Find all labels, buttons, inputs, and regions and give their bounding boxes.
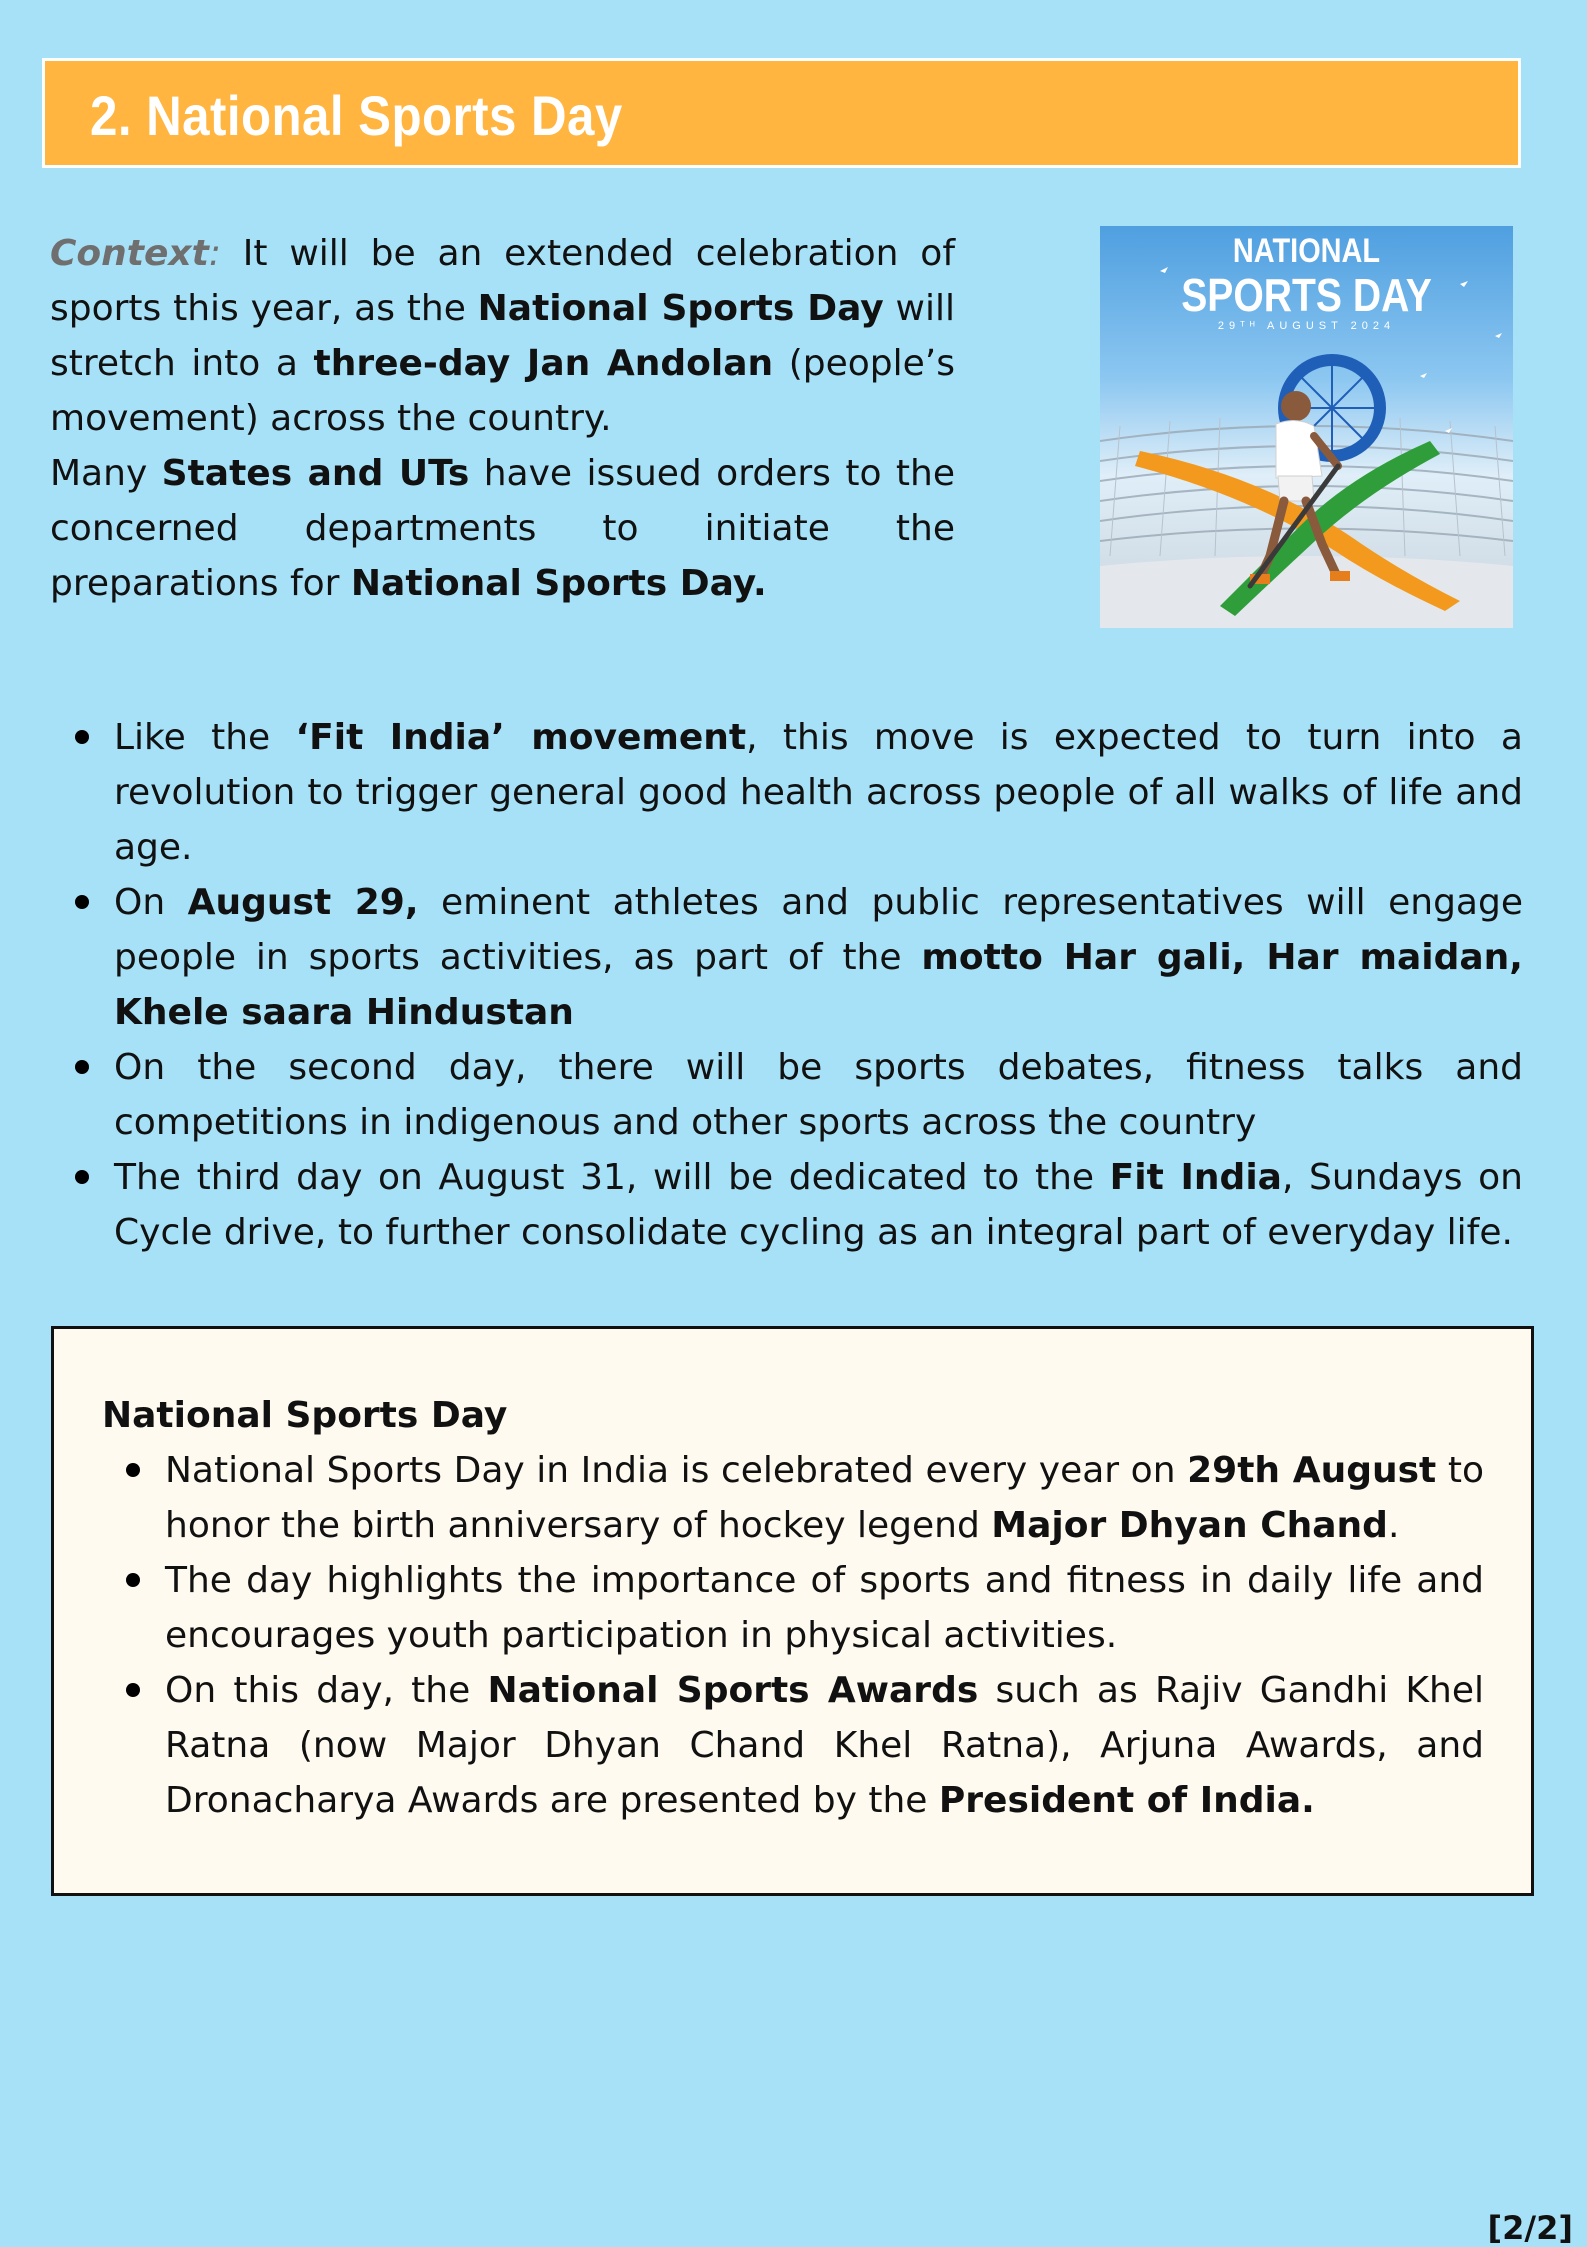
context-colon: : [208, 233, 221, 274]
item-bold: Major Dhyan Chand [991, 1505, 1388, 1546]
item-text: , Sundays on Cycle drive, to further consolidate cycling as an integral part of everyday life. [114, 1157, 1523, 1253]
item-text: On this day, the [165, 1670, 488, 1711]
item-text: On the second day, there will be sports debates, fitness talks and competitions in indigenous and other sports across the country [114, 1047, 1523, 1143]
poster-date: 29ᵀᴴ AUGUST 2024 [1217, 320, 1396, 332]
context-text: It will be an extended celebration of sports this year, as the [50, 233, 955, 329]
context-bold: States and UTs [161, 453, 470, 494]
poster-title-line1: NATIONAL [1232, 232, 1381, 270]
item-bold: President of India. [938, 1780, 1315, 1821]
section-title-bar [42, 58, 1521, 168]
poster-title-line2: SPORTS DAY [1181, 269, 1432, 321]
context-text: have issued orders to the concerned departments to initiate the preparations for [50, 453, 955, 604]
item-bold: National Sports Awards [487, 1670, 979, 1711]
list-item [70, 875, 1523, 1040]
list-item [70, 1040, 1523, 1150]
context-paragraph-2 [50, 446, 955, 611]
item-text: The day highlights the importance of sports and fitness in daily life and encourages youth participation in physical activities. [165, 1560, 1484, 1656]
list-item [70, 710, 1523, 875]
section-title: 2. National Sports Day [90, 84, 623, 147]
list-item [121, 1663, 1484, 1828]
item-text: Like the [114, 717, 296, 758]
context-text: will stretch into a [50, 288, 955, 384]
list-item [70, 1150, 1523, 1260]
info-box [51, 1326, 1534, 1896]
list-item [121, 1553, 1484, 1663]
item-text: On [114, 882, 188, 923]
context-text: Many [50, 453, 162, 494]
info-box-list [121, 1443, 1484, 1828]
context-bold: National Sports Day [477, 288, 884, 329]
item-bold: motto Har gali, Har maidan, Khele saara Hindustan [114, 937, 1523, 1033]
context-bold: three-day Jan Andolan [313, 343, 774, 384]
list-item [121, 1443, 1484, 1553]
item-bold: Fit India [1109, 1157, 1282, 1198]
item-text: eminent athletes and public representatives will engage people in sports activities, as part of the [114, 882, 1523, 978]
item-text: such as Rajiv Gandhi Khel Ratna (now Major Dhyan Chand Khel Ratna), Arjuna Awards, and Dronacharya Awards are presented by the [165, 1670, 1484, 1821]
item-text: National Sports Day in India is celebrated every year on [165, 1450, 1188, 1491]
item-bold: ‘Fit India’ movement [295, 717, 747, 758]
context-label: Context [50, 233, 209, 274]
context-paragraph [50, 226, 955, 611]
info-box-title: National Sports Day [102, 1395, 508, 1436]
item-text: The third day on August 31, will be dedicated to the [114, 1157, 1110, 1198]
item-text: to honor the birth anniversary of hockey legend [165, 1450, 1485, 1546]
page-number: [2/2] [1487, 2209, 1573, 2247]
national-sports-day-poster [1100, 226, 1513, 628]
item-text: . [1387, 1505, 1400, 1546]
item-bold: 29th August [1187, 1450, 1437, 1491]
context-paragraph-1 [50, 226, 955, 446]
item-text: , this move is expected to turn into a revolution to trigger general good health across people of all walks of life and age. [114, 717, 1523, 868]
key-points-list [70, 710, 1523, 1260]
item-bold: August 29, [187, 882, 419, 923]
context-text: (people’s movement) across the country. [50, 343, 955, 439]
context-bold: National Sports Day. [350, 563, 767, 604]
